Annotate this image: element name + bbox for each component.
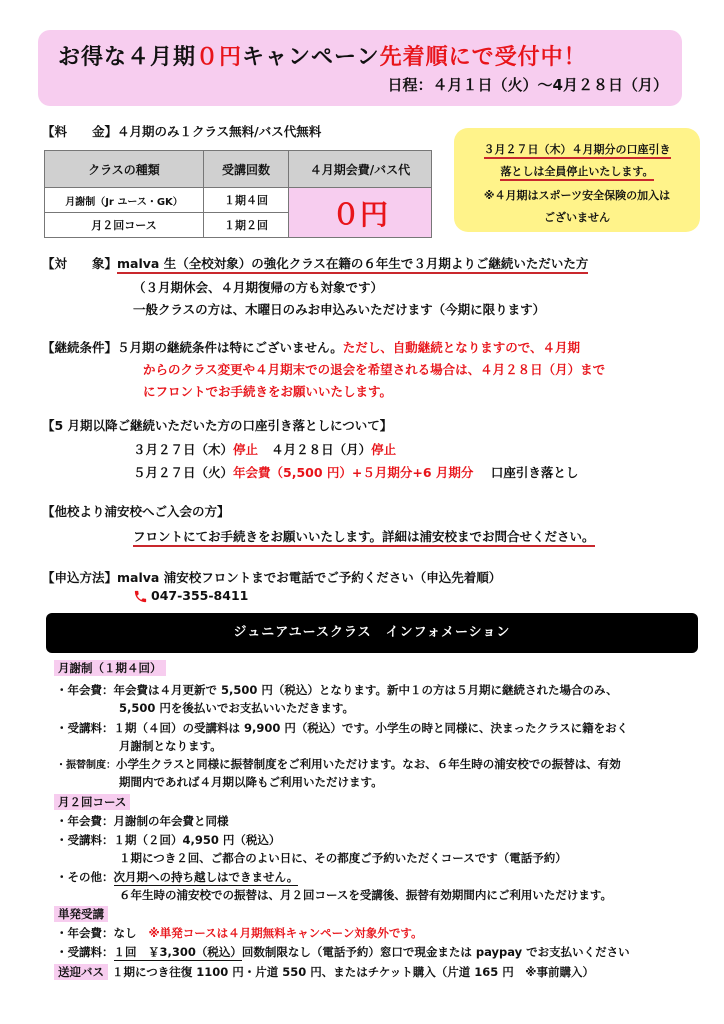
twice-other-line-2: ６年生時の浦安校での振替は、月２回コースを受講後、振替有効期間内にご利用いただけます。 — [119, 888, 612, 902]
notice-box — [454, 128, 700, 232]
condition-line-1 — [42, 338, 580, 356]
twice-other-line: ・その他：次月期への持ち越しはできません。 — [56, 870, 299, 884]
twice-fee-line: ・年会費：月謝制の年会費と同様 — [56, 814, 229, 828]
junior-info-header: ジュニアユースクラス インフォメーション — [46, 613, 698, 653]
single-tuition-line: ・受講料：１回 ￥3,300（税込）回数制限なし（電話予約）窓口で現金または paypay でお支払いください — [56, 945, 630, 959]
banner-title — [58, 40, 587, 71]
monthly-fee-line-2: 5,500 円を後払いでお支払いいただきます。 — [119, 701, 354, 715]
bus-line: 送迎バス １期につき往復 1100 円・片道 550 円、またはチケット購入（片道 165 円 ※事前購入） — [54, 964, 594, 980]
notice-line: ３月２７日（木）４月期分の口座引き — [454, 138, 700, 161]
banner-title-highlight: 先着順 — [379, 45, 449, 70]
monthly-fee-line-1: ・年会費：年会費は４月更新で 5,500 円（税込）となります。新中１の方は５月期に継続された場合のみ、 — [56, 683, 618, 697]
fee-table-row-count: １期２回 — [204, 213, 289, 238]
monthly-makeup-line-2: 期間内であれば４月期以降もご利用いただけます。 — [119, 775, 383, 789]
fee-text: ４月期のみ１クラス無料/バス代無料 — [117, 124, 322, 139]
fee-table-row-count: １期４回 — [204, 188, 289, 213]
banner-schedule: 日程：４月１日（火）〜4月２８日（月） — [387, 76, 668, 94]
notice-line: ございません — [544, 211, 610, 224]
banner-title-suffix: にで受付中！ — [448, 45, 587, 70]
fee-label: 【料 金】 — [42, 124, 118, 139]
notice-line: ※４月期はスポーツ安全保険の加入は — [483, 189, 671, 202]
condition-label: 【継続条件】 — [42, 340, 118, 355]
transfer-text: フロントにてお手続きをお願いいたします。詳細は浦安校までお問合せください。 — [133, 527, 595, 545]
apply-text: malva 浦安校フロントまでお電話でご予約ください（申込先着順） — [117, 570, 502, 585]
debit-line-1: ３月２７日（木）停止 ４月２８日（月）停止 — [133, 442, 397, 457]
banner-title-mid: キャンペーン — [242, 45, 380, 70]
debit-heading: 【5 月期以降ご継続いただいた方の口座引き落としについて】 — [42, 418, 393, 433]
phone-number[interactable]: 047-355-8411 — [151, 588, 249, 603]
single-fee-line: ・年会費：なし ※単発コースは４月期無料キャンペーン対象外です。 — [56, 926, 423, 940]
fee-table-header-class: クラスの種類 — [45, 151, 204, 188]
twice-title: 月２回コース — [54, 794, 130, 810]
twice-tuition-line: ・受講料：１期（２回）4,950 円（税込） — [56, 833, 281, 847]
target-text: malva 生（全校対象）の強化クラス在籍の６年生で３月期よりご継続いただいた方 — [117, 256, 588, 274]
fee-table-row-class: 月謝制（Jr ユース・GK） — [45, 188, 204, 213]
banner-title-prefix: お得な４月期 — [58, 45, 197, 70]
condition-line-2: からのクラス変更や４月期末での退会を希望される場合は、４月２８日（月）まで — [143, 362, 606, 377]
twice-tuition-line-2: １期につき２回、ご都合のよい日に、その都度ご予約いただくコースです（電話予約） — [119, 851, 567, 865]
fee-table — [44, 150, 432, 238]
fee-table-price: ０円 — [289, 188, 432, 238]
apply-label: 【申込方法】 — [42, 570, 118, 585]
fee-table-header-price: ４月期会費/バス代 — [289, 151, 432, 188]
apply-phone[interactable] — [133, 588, 248, 604]
single-title: 単発受講 — [54, 906, 108, 922]
condition-warning: ただし、自動継続となりますので、４月期 — [342, 340, 581, 355]
phone-icon — [133, 589, 148, 604]
monthly-tuition-line-1: ・受講料：１期（４回）の受講料は 9,900 円（税込）です。小学生の時と同様に、決まったクラスに籍をおく — [56, 721, 629, 735]
banner-title-price: ０円 — [196, 45, 243, 70]
fee-table-row-class: 月２回コース — [45, 213, 204, 238]
condition-line-3: にフロントでお手続きをお願いいたします。 — [143, 384, 393, 399]
monthly-makeup-line-1: ・振替制度：小学生クラスと同様に振替制度をご利用いただけます。なお、６年生時の浦安校での振替は、有効 — [56, 757, 621, 771]
target-line-3: 一般クラスの方は、木曜日のみお申込みいただけます（今期に限ります） — [133, 302, 546, 317]
campaign-banner — [38, 30, 682, 106]
target-label: 【対 象】 — [42, 256, 118, 271]
fee-line — [42, 122, 321, 140]
monthly-tuition-line-2: 月謝制となります。 — [119, 739, 222, 753]
condition-text: ５月期の継続条件は特にございません。 — [117, 340, 343, 355]
transfer-heading: 【他校より浦安校へご入会の方】 — [42, 504, 230, 519]
notice-line: 落としは全員停止いたします。 — [454, 160, 700, 183]
monthly-title: 月謝制（１期４回） — [54, 660, 166, 676]
target-line-2: （３月期休会、４月期復帰の方も対象です） — [133, 280, 384, 295]
apply-line — [42, 568, 501, 586]
target-line-1 — [42, 254, 588, 272]
debit-line-2: ５月２７日（火）年会費（5,500 円）+５月期分+6 月期分 口座引き落とし — [133, 465, 579, 480]
fee-table-header-count: 受講回数 — [204, 151, 289, 188]
